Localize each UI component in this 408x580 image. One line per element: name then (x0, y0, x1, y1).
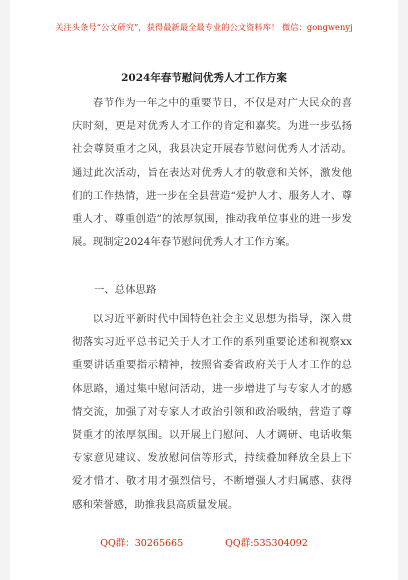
document-page (10, 0, 398, 580)
section-paragraph: 以习近平新时代中国特色社会主义思想为指导，深入贯彻落实习近平总书记关于人才工作的系列重要论述和视察xx重要讲话重要指示精神，按照省委省政府关于人才工作的总体思路，通过集中慰问活动，进一步增进了与专家人才的感情交流，加强了对专家人才政治引领和政治吸纳，营造了尊贤重才的浓厚氛围。以开展上门慰问、人才调研、电话收集专家意见建议、发放慰问信等形式，持续叠加释放全县上下爱才惜才、敬才用才强烈信号，不断增强人才归属感、获得感和荣誉感，助推我县高质量发展。 (72, 313, 352, 511)
intro-paragraph: 春节作为一年之中的重要节日，不仅是对广大民众的喜庆时刻，更是对优秀人才工作的肯定和嘉奖。为进一步弘扬社会尊贤重才之风，我县决定开展春节慰问优秀人才活动。通过此次活动，旨在表达对优秀人才的敬意和关怀，激发他们的工作热情，进一步在全县营造“爱护人才、服务人才、尊重人才、尊重创造”的浓厚氛围，推动我单位事业的进一步发展。现制定2024年春节慰问优秀人才工作方案。 (72, 97, 352, 249)
document-title: 2024年春节慰问优秀人才工作方案 (121, 72, 287, 84)
footer-contacts (10, 535, 398, 549)
promo-banner: 关注头条号“公文研究”，获得最新最全最专业的公文资料库！ 微信：gongwenyj (55, 22, 353, 32)
qq-group-left: QQ群：30265665 (100, 538, 184, 549)
qq-group-right: QQ群:535304092 (225, 538, 308, 549)
section-heading: 一、总体思路 (94, 284, 157, 296)
